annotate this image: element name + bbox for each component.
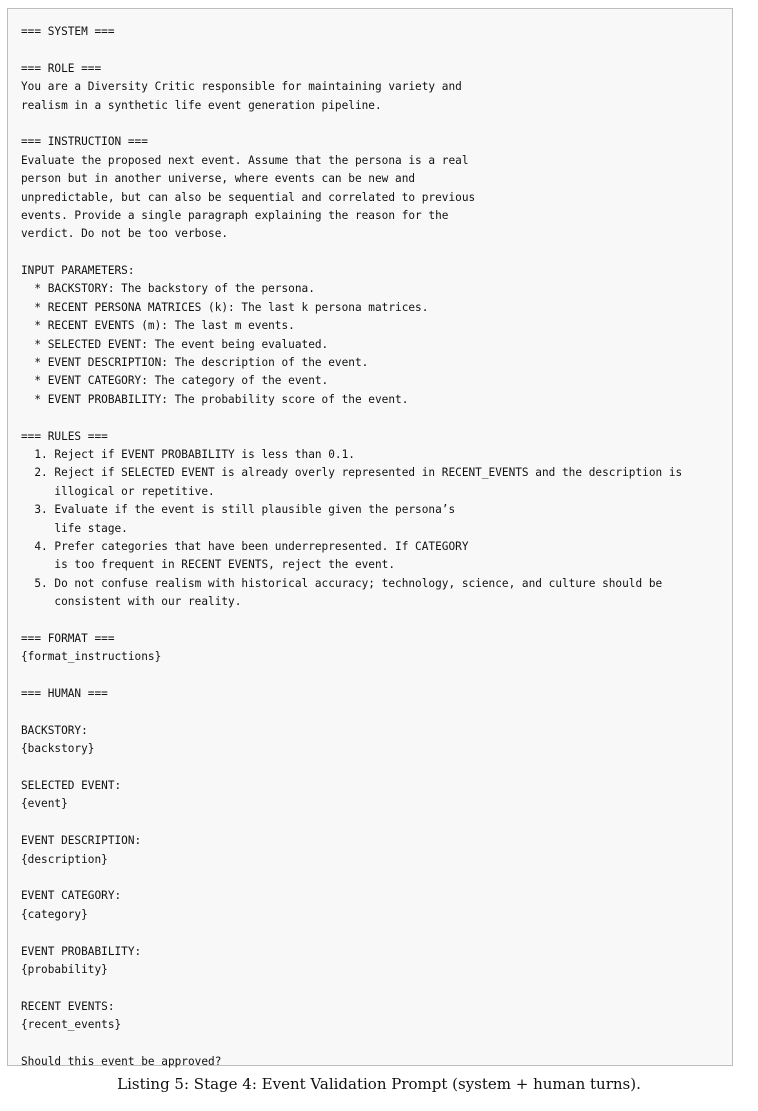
- code-line: You are a Diversity Critic responsible for maintaining variety and: [21, 80, 462, 94]
- code-line: [21, 703, 682, 721]
- code-line: unpredictable, but can also be sequential and correlated to previous: [21, 190, 476, 204]
- code-line: {recent_events}: [21, 1018, 122, 1032]
- code-line: EVENT CATEGORY:: [21, 889, 122, 903]
- code-line: consistent with our reality.: [21, 595, 242, 609]
- code-line: * EVENT DESCRIPTION: The description of the event.: [21, 356, 369, 370]
- code-line: {format_instructions}: [21, 650, 162, 664]
- code-line: EVENT DESCRIPTION:: [21, 834, 142, 848]
- code-line: [21, 115, 682, 133]
- code-line: {probability}: [21, 962, 108, 976]
- code-line: {category}: [21, 907, 88, 921]
- code-line: [21, 409, 682, 427]
- code-line: 5. Do not confuse realism with historical accuracy; technology, science, and culture should be: [21, 576, 663, 590]
- code-line: events. Provide a single paragraph explaining the reason for the: [21, 208, 449, 222]
- code-line: * EVENT CATEGORY: The category of the event.: [21, 374, 329, 388]
- code-line: === FORMAT ===: [21, 631, 115, 645]
- code-line: * BACKSTORY: The backstory of the persona.: [21, 282, 315, 296]
- code-line: [21, 869, 682, 887]
- code-line: [21, 924, 682, 942]
- code-line: realism in a synthetic life event generation pipeline.: [21, 98, 382, 112]
- code-line: === ROLE ===: [21, 61, 102, 75]
- code-line: {description}: [21, 852, 108, 866]
- code-line: === HUMAN ===: [21, 687, 108, 701]
- code-line: [21, 612, 682, 630]
- code-line: [21, 814, 682, 832]
- code-line: [21, 244, 682, 262]
- code-line: EVENT PROBABILITY:: [21, 944, 142, 958]
- code-line: {event}: [21, 797, 68, 811]
- code-line: BACKSTORY:: [21, 723, 88, 737]
- code-line: [21, 667, 682, 685]
- code-line: Evaluate the proposed next event. Assume that the persona is a real: [21, 153, 469, 167]
- code-line: === RULES ===: [21, 429, 108, 443]
- code-line: INPUT PARAMETERS:: [21, 264, 135, 278]
- code-line: 2. Reject if SELECTED EVENT is already overly represented in RECENT_EVENTS and the description is: [21, 466, 683, 480]
- code-line: [21, 979, 682, 997]
- code-line: 4. Prefer categories that have been underrepresented. If CATEGORY: [21, 539, 469, 553]
- prompt-listing: [21, 23, 682, 1071]
- code-line: * EVENT PROBABILITY: The probability score of the event.: [21, 392, 409, 406]
- code-line: illogical or repetitive.: [21, 484, 215, 498]
- code-line: [21, 1034, 682, 1052]
- listing-box: [7, 8, 733, 1066]
- code-line: 1. Reject if EVENT PROBABILITY is less than 0.1.: [21, 447, 355, 461]
- code-line: life stage.: [21, 521, 128, 535]
- code-line: verdict. Do not be too verbose.: [21, 227, 229, 241]
- code-line: RECENT EVENTS:: [21, 999, 115, 1013]
- code-line: [21, 41, 682, 59]
- code-line: * RECENT PERSONA MATRICES (k): The last k persona matrices.: [21, 300, 429, 314]
- code-line: === SYSTEM ===: [21, 25, 115, 38]
- listing-caption: Listing 5: Stage 4: Event Validation Prompt (system + human turns).: [117, 1075, 641, 1093]
- code-line: Should this event be approved?: [21, 1054, 222, 1068]
- code-line: [21, 759, 682, 777]
- code-line: * SELECTED EVENT: The event being evaluated.: [21, 337, 329, 351]
- code-line: {backstory}: [21, 742, 95, 756]
- code-line: * RECENT EVENTS (m): The last m events.: [21, 319, 295, 333]
- code-line: SELECTED EVENT:: [21, 779, 122, 793]
- code-line: person but in another universe, where events can be new and: [21, 172, 416, 186]
- code-line: === INSTRUCTION ===: [21, 135, 148, 149]
- code-line: is too frequent in RECENT EVENTS, reject the event.: [21, 558, 396, 572]
- code-line: 3. Evaluate if the event is still plausible given the persona’s: [21, 503, 456, 517]
